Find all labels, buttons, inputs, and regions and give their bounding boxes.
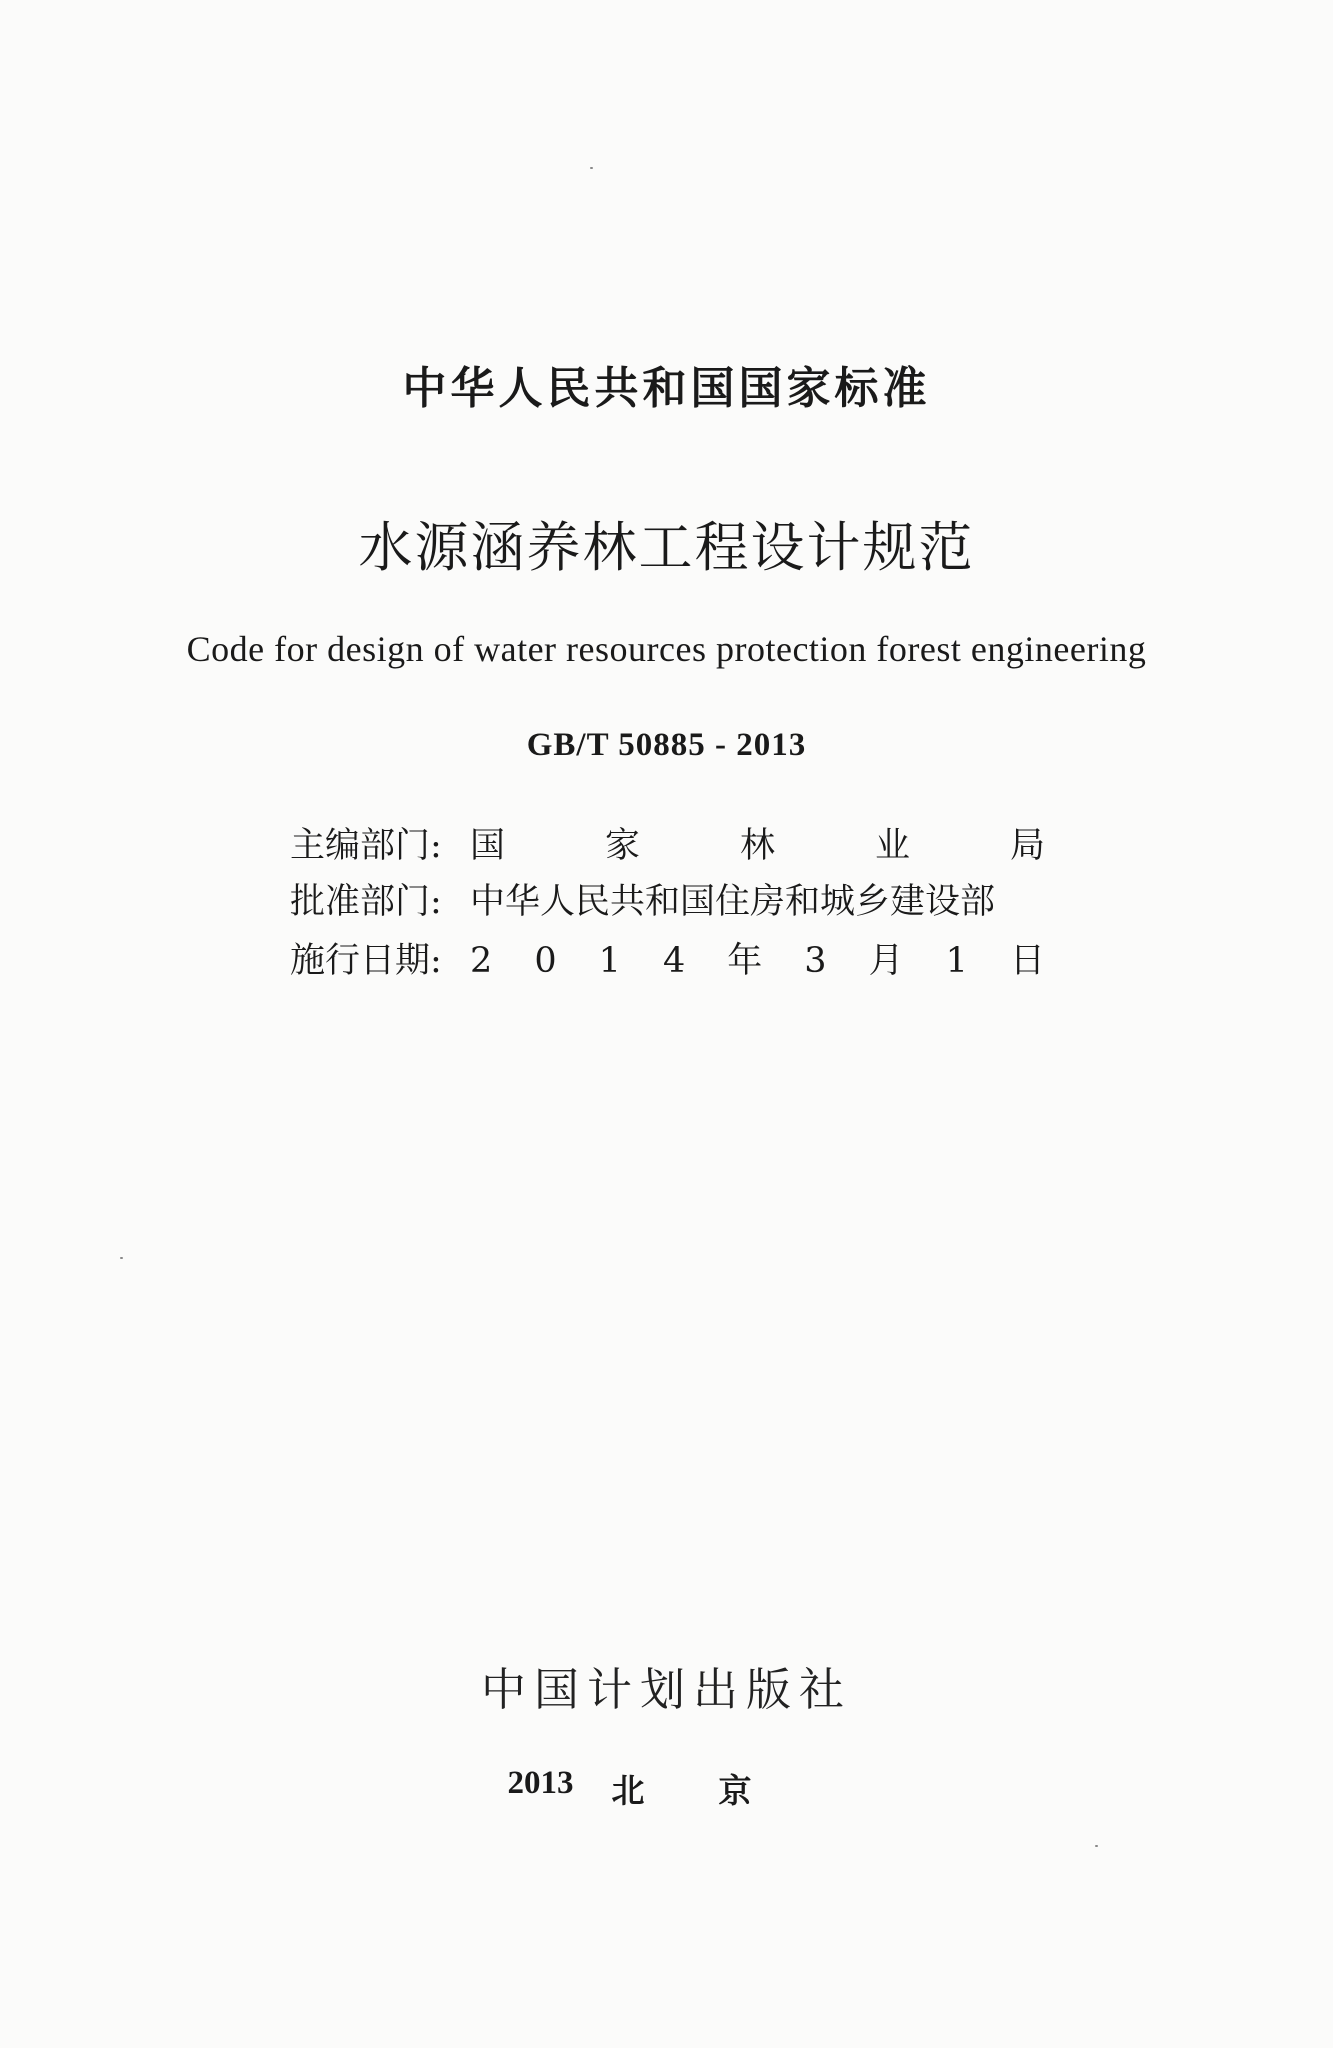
scan-speck — [590, 167, 593, 169]
english-title: Code for design of water resources protection forest engineering — [186, 629, 1147, 669]
chinese-title: 水源涵养林工程设计规范 — [358, 516, 975, 579]
editor-char: 业 — [874, 826, 910, 866]
editor-char: 国 — [470, 826, 506, 866]
approver-department-row — [290, 878, 1045, 926]
effective-date-label: 施行日期: — [290, 941, 442, 981]
standard-type-heading: 中华人民共和国国家标准 — [402, 363, 931, 414]
date-char: 年 — [727, 941, 763, 981]
scan-speck — [120, 1257, 123, 1259]
approver-department-value: 中华人民共和国住房和城乡建设部 — [470, 882, 996, 922]
imprint-city: 北京 — [611, 1771, 826, 1810]
imprint-line — [0, 1765, 1333, 1812]
editor-char: 局 — [1009, 826, 1045, 866]
date-char: 2 — [470, 941, 493, 981]
approver-department-label: 批准部门: — [290, 882, 442, 922]
editor-department-value — [470, 822, 1045, 870]
editor-char: 家 — [604, 826, 640, 866]
editor-char: 林 — [739, 826, 775, 866]
date-char: 1 — [598, 941, 621, 981]
editor-department-row — [290, 822, 1045, 870]
date-char: 1 — [945, 941, 968, 981]
date-char: 0 — [534, 941, 557, 981]
date-char: 日 — [1009, 941, 1045, 981]
publisher-name: 中国计划出版社 — [480, 1663, 852, 1716]
date-char: 3 — [804, 941, 827, 981]
date-char: 4 — [662, 941, 686, 981]
effective-date-row — [290, 937, 1045, 985]
effective-date-value — [470, 937, 1045, 985]
standard-number: GB/T 50885 - 2013 — [526, 727, 807, 763]
date-char: 月 — [868, 941, 904, 981]
scan-speck — [1095, 1845, 1098, 1847]
imprint-year: 2013 — [507, 1765, 574, 1801]
editor-department-label: 主编部门: — [290, 826, 442, 866]
